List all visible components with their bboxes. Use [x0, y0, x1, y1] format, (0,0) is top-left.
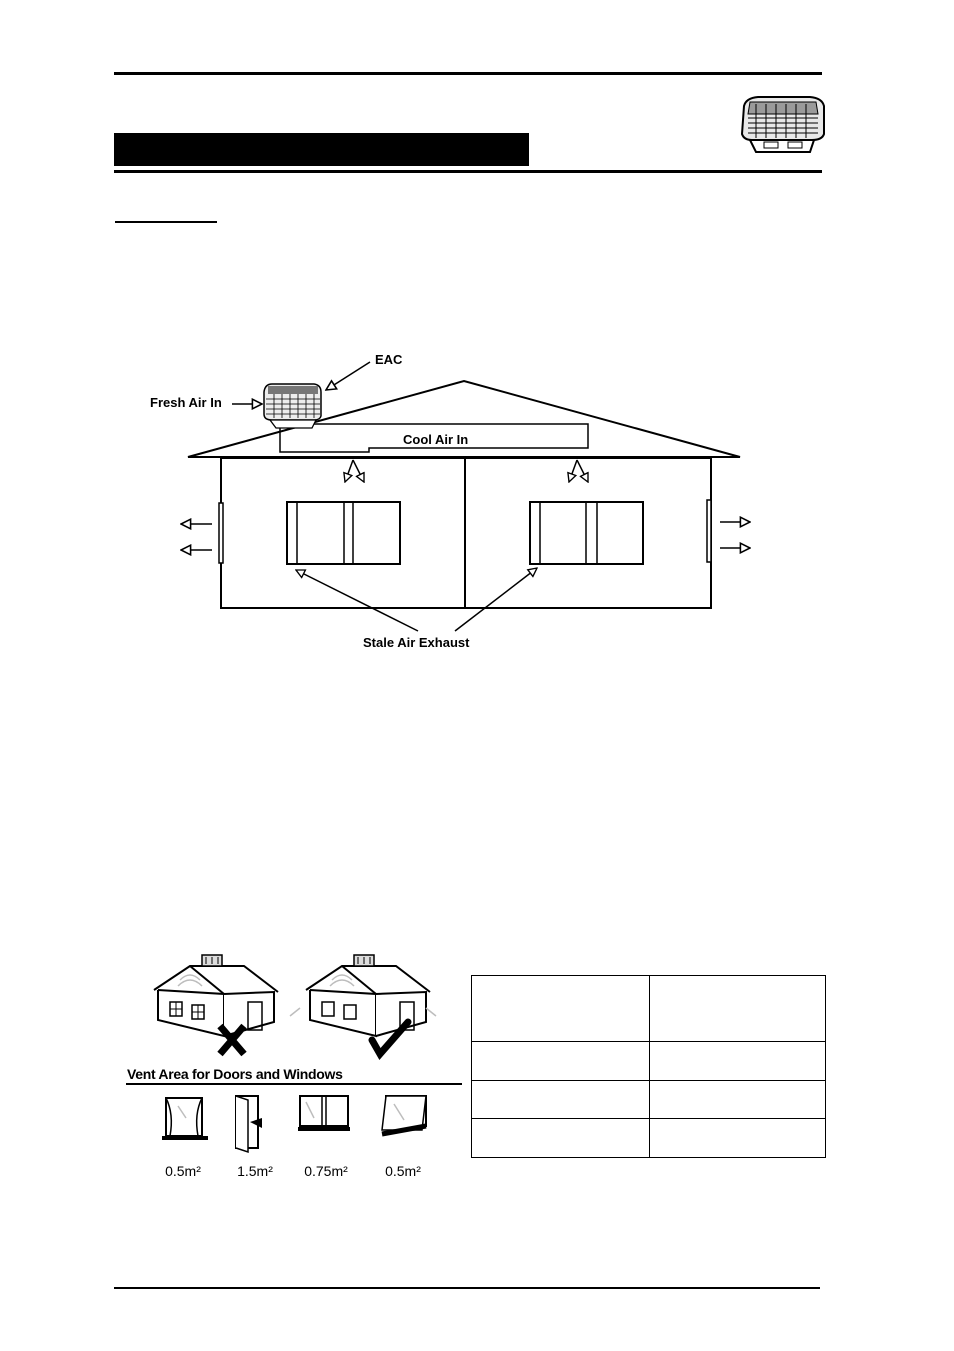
fresh-air-in-label: Fresh Air In [150, 395, 222, 410]
table-cell [650, 1042, 826, 1081]
stale-air-exhaust-label: Stale Air Exhaust [363, 635, 470, 650]
awning-window-icon [378, 1090, 434, 1142]
sliding-window-icon [296, 1092, 352, 1134]
table-cell [650, 976, 826, 1042]
table-cell [472, 1081, 650, 1119]
table-cell [650, 1081, 826, 1119]
vent-area-divider [126, 1083, 462, 1085]
table-row [472, 1042, 826, 1081]
cool-air-in-label: Cool Air In [403, 432, 469, 447]
eac-label: EAC [375, 352, 403, 367]
vent-area-sliding-window: 0.75m² [304, 1163, 348, 1179]
window-icon [160, 1094, 210, 1144]
table-cell [472, 1042, 650, 1081]
table-cell [472, 1119, 650, 1158]
table-header-row [472, 976, 826, 1042]
house-closed-wrong [154, 955, 278, 1036]
vent-area-title: Vent Area for Doors and Windows [127, 1066, 343, 1082]
rooftop-eac-unit [264, 384, 321, 428]
vent-spec-table [471, 975, 826, 1158]
vent-area-awning-window: 0.5m² [385, 1163, 421, 1179]
footer-rule [114, 1287, 820, 1289]
door-icon [228, 1090, 274, 1156]
table-cell [650, 1119, 826, 1158]
vent-area-door: 1.5m² [237, 1163, 273, 1179]
house-comparison-illustration [150, 950, 440, 1065]
vent-area-window: 0.5m² [165, 1163, 201, 1179]
right-side-vent [707, 500, 711, 562]
house-open-correct [306, 955, 430, 1036]
table-row [472, 1119, 826, 1158]
table-cell [472, 976, 650, 1042]
left-side-vent [219, 503, 223, 563]
eac-pointer-arrow [326, 362, 370, 390]
table-row [472, 1081, 826, 1119]
